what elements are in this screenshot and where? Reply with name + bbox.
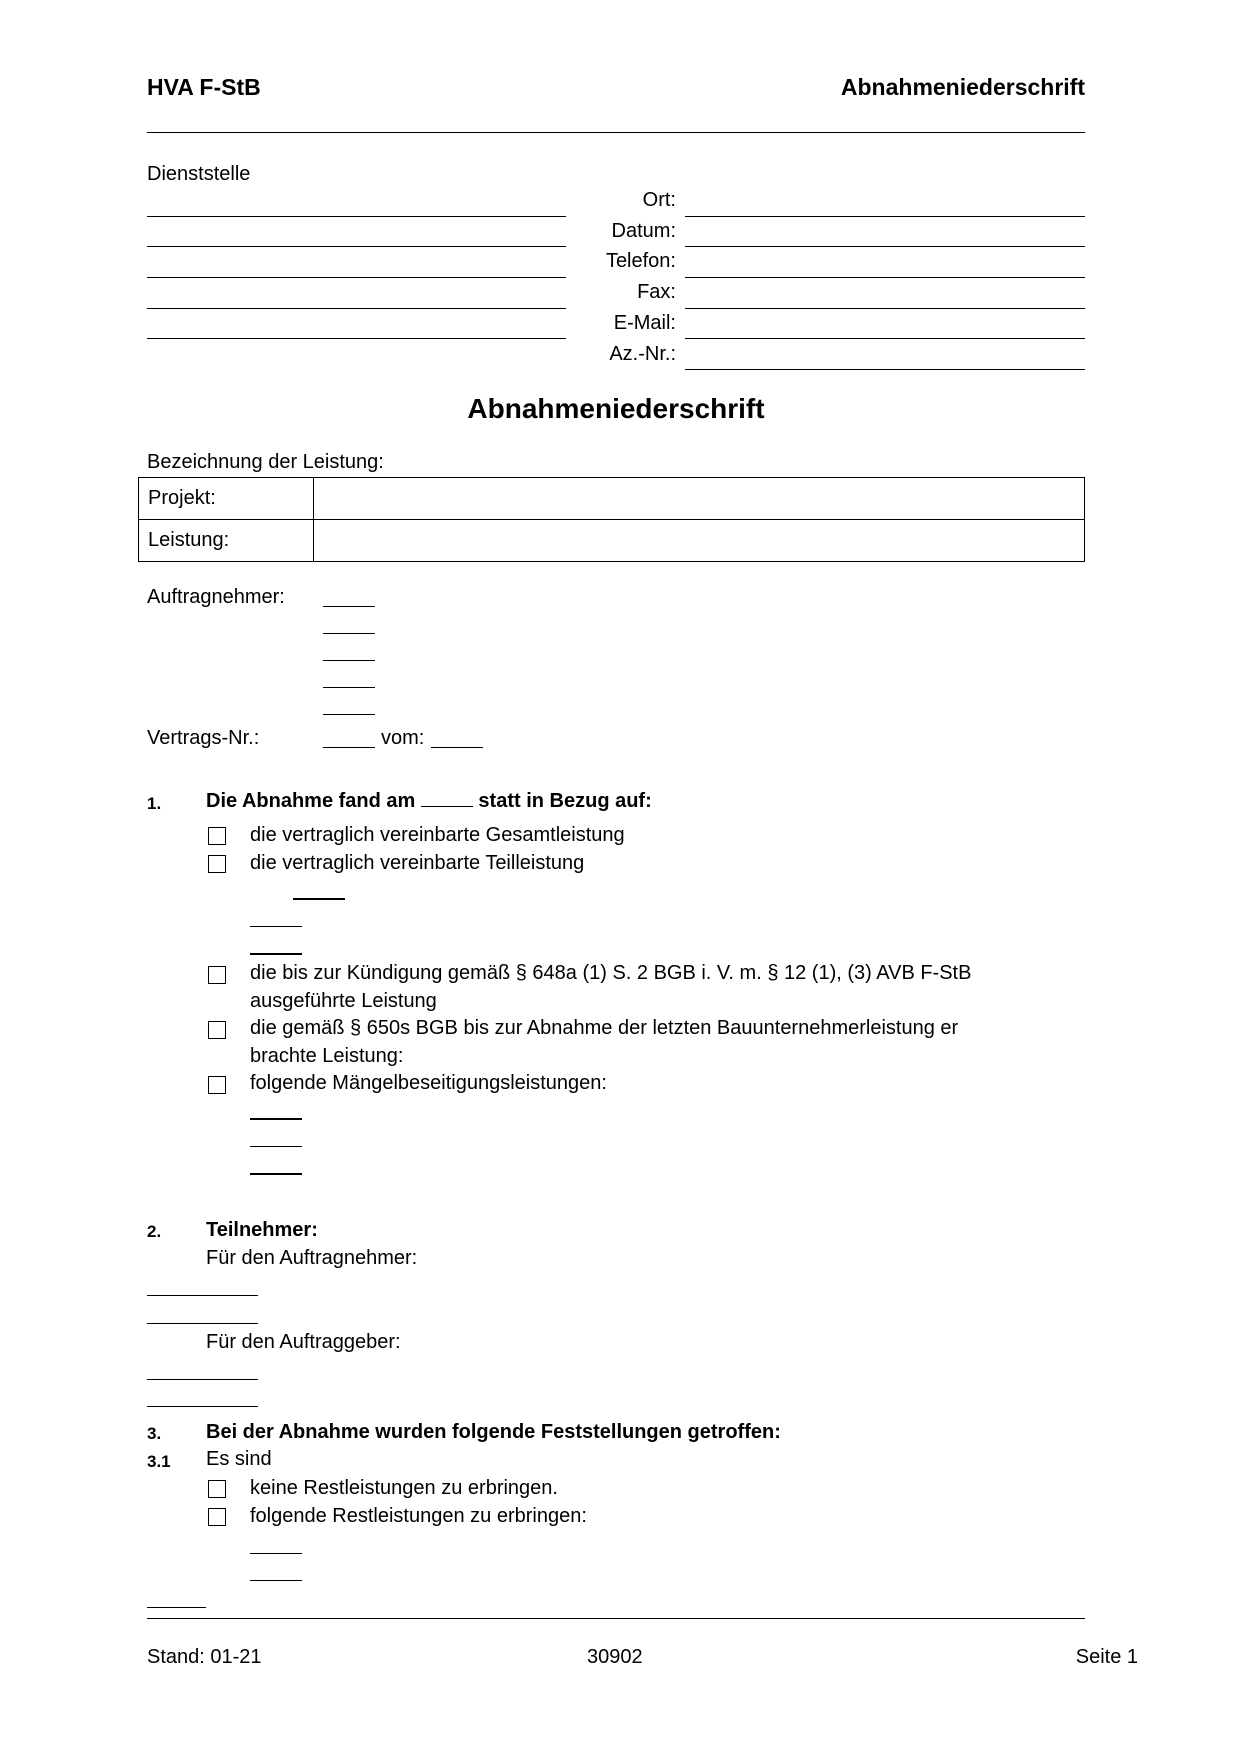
footer-page: Seite 1 <box>1075 1646 1138 1668</box>
aznr-field[interactable] <box>685 369 1085 370</box>
ort-field[interactable] <box>685 216 1085 217</box>
restleistungen-line[interactable] <box>250 1553 302 1554</box>
auftragnehmer-line[interactable] <box>323 606 375 607</box>
vertrags-nr-label: Vertrags-Nr.: <box>147 727 260 749</box>
auftragnehmer-line[interactable] <box>323 633 375 634</box>
dienststelle-label: Dienststelle <box>147 163 251 185</box>
option-folgende-restleistungen: folgende Restleistungen zu erbringen: <box>250 1505 587 1527</box>
field-label-ort: Ort: <box>642 189 676 211</box>
dienststelle-line[interactable] <box>147 308 566 309</box>
section-1-number: 1. <box>147 794 162 813</box>
section-2-heading: Teilnehmer: <box>206 1219 318 1241</box>
projekt-label: Projekt: <box>139 478 314 520</box>
option-maengel: folgende Mängelbeseitigungsleistungen: <box>250 1072 607 1094</box>
maengel-line[interactable] <box>250 1146 302 1147</box>
checkbox-teilleistung[interactable] <box>208 855 226 873</box>
footer-code: 30902 <box>587 1646 643 1668</box>
section-3-heading: Bei der Abnahme wurden folgende Feststellungen getroffen: <box>206 1421 781 1443</box>
auftragnehmer-line[interactable] <box>323 687 375 688</box>
checkbox-gesamtleistung[interactable] <box>208 827 226 845</box>
leistung-field[interactable] <box>314 520 1085 562</box>
fuer-auftraggeber-label: Für den Auftraggeber: <box>206 1331 401 1353</box>
teilnehmer-an-line[interactable] <box>147 1295 258 1296</box>
teilleistung-line[interactable] <box>250 953 302 955</box>
maengel-line[interactable] <box>250 1118 302 1120</box>
field-label-email: E-Mail: <box>613 312 676 334</box>
option-kuendigung-cont: ausgeführte Leistung <box>250 990 437 1012</box>
field-label-telefon: Telefon: <box>605 250 676 272</box>
checkbox-folgende-restleistungen[interactable] <box>208 1508 226 1526</box>
footer-stand: Stand: 01-21 <box>147 1646 262 1668</box>
bezeichnung-label: Bezeichnung der Leistung: <box>147 451 384 473</box>
datum-field[interactable] <box>685 246 1085 247</box>
header-rule <box>147 132 1085 133</box>
option-teilleistung: die vertraglich vereinbarte Teilleistung <box>250 852 585 874</box>
telefon-field[interactable] <box>685 277 1085 278</box>
teilleistung-line[interactable] <box>250 926 302 927</box>
section-2-number: 2. <box>147 1222 162 1241</box>
auftragnehmer-label: Auftragnehmer: <box>147 586 285 608</box>
footnote-rule <box>147 1607 206 1608</box>
fuer-auftragnehmer-label: Für den Auftragnehmer: <box>206 1247 418 1269</box>
checkbox-maengel[interactable] <box>208 1076 226 1094</box>
teilnehmer-ag-line[interactable] <box>147 1379 258 1380</box>
field-label-fax: Fax: <box>637 281 676 303</box>
restleistungen-line[interactable] <box>250 1580 302 1581</box>
projekt-field[interactable] <box>314 478 1085 520</box>
auftragnehmer-line[interactable] <box>323 714 375 715</box>
section-3-number: 3. <box>147 1424 162 1443</box>
vom-field[interactable] <box>431 747 483 748</box>
abnahme-date-field[interactable] <box>421 792 473 807</box>
section-1-heading-after: statt in Bezug auf: <box>478 790 652 812</box>
vertrags-nr-field[interactable] <box>323 747 375 748</box>
field-label-datum: Datum: <box>611 220 676 242</box>
vom-label: vom: <box>381 727 425 749</box>
section-1-heading <box>206 790 652 813</box>
option-gesamtleistung: die vertraglich vereinbarte Gesamtleistung <box>250 824 625 846</box>
option-kuendigung: die bis zur Kündigung gemäß § 648a (1) S. 2 BGB i. V. m. § 12 (1), (3) AVB F-StB <box>250 962 972 984</box>
section-1-heading-before: Die Abnahme fand am <box>206 790 416 812</box>
field-label-aznr: Az.-Nr.: <box>609 343 676 365</box>
dienststelle-line[interactable] <box>147 338 566 339</box>
auftragnehmer-line[interactable] <box>323 660 375 661</box>
bezeichnung-table <box>138 477 1085 562</box>
header-left: HVA F-StB <box>147 74 261 100</box>
option-650s: die gemäß § 650s BGB bis zur Abnahme der letzten Bauunternehmerleistung er <box>250 1017 959 1039</box>
section-3-1-text: Es sind <box>206 1448 272 1470</box>
teilleistung-line[interactable] <box>293 898 345 900</box>
header-right: Abnahmeniederschrift <box>840 74 1085 100</box>
leistung-label: Leistung: <box>139 520 314 562</box>
dienststelle-line[interactable] <box>147 246 566 247</box>
option-keine-restleistungen: keine Restleistungen zu erbringen. <box>250 1477 558 1499</box>
checkbox-keine-restleistungen[interactable] <box>208 1480 226 1498</box>
page-title: Abnahmeniederschrift <box>467 393 765 424</box>
dienststelle-line[interactable] <box>147 216 566 217</box>
dienststelle-line[interactable] <box>147 277 566 278</box>
footer-rule <box>147 1618 1085 1619</box>
checkbox-kuendigung[interactable] <box>208 966 226 984</box>
table-row <box>139 478 1085 520</box>
table-row <box>139 520 1085 562</box>
teilnehmer-an-line[interactable] <box>147 1323 258 1324</box>
section-3-1-number: 3.1 <box>147 1452 171 1471</box>
maengel-line[interactable] <box>250 1173 302 1175</box>
teilnehmer-ag-line[interactable] <box>147 1406 258 1407</box>
email-field[interactable] <box>685 338 1085 339</box>
option-650s-cont: brachte Leistung: <box>250 1045 404 1067</box>
checkbox-650s[interactable] <box>208 1021 226 1039</box>
fax-field[interactable] <box>685 308 1085 309</box>
